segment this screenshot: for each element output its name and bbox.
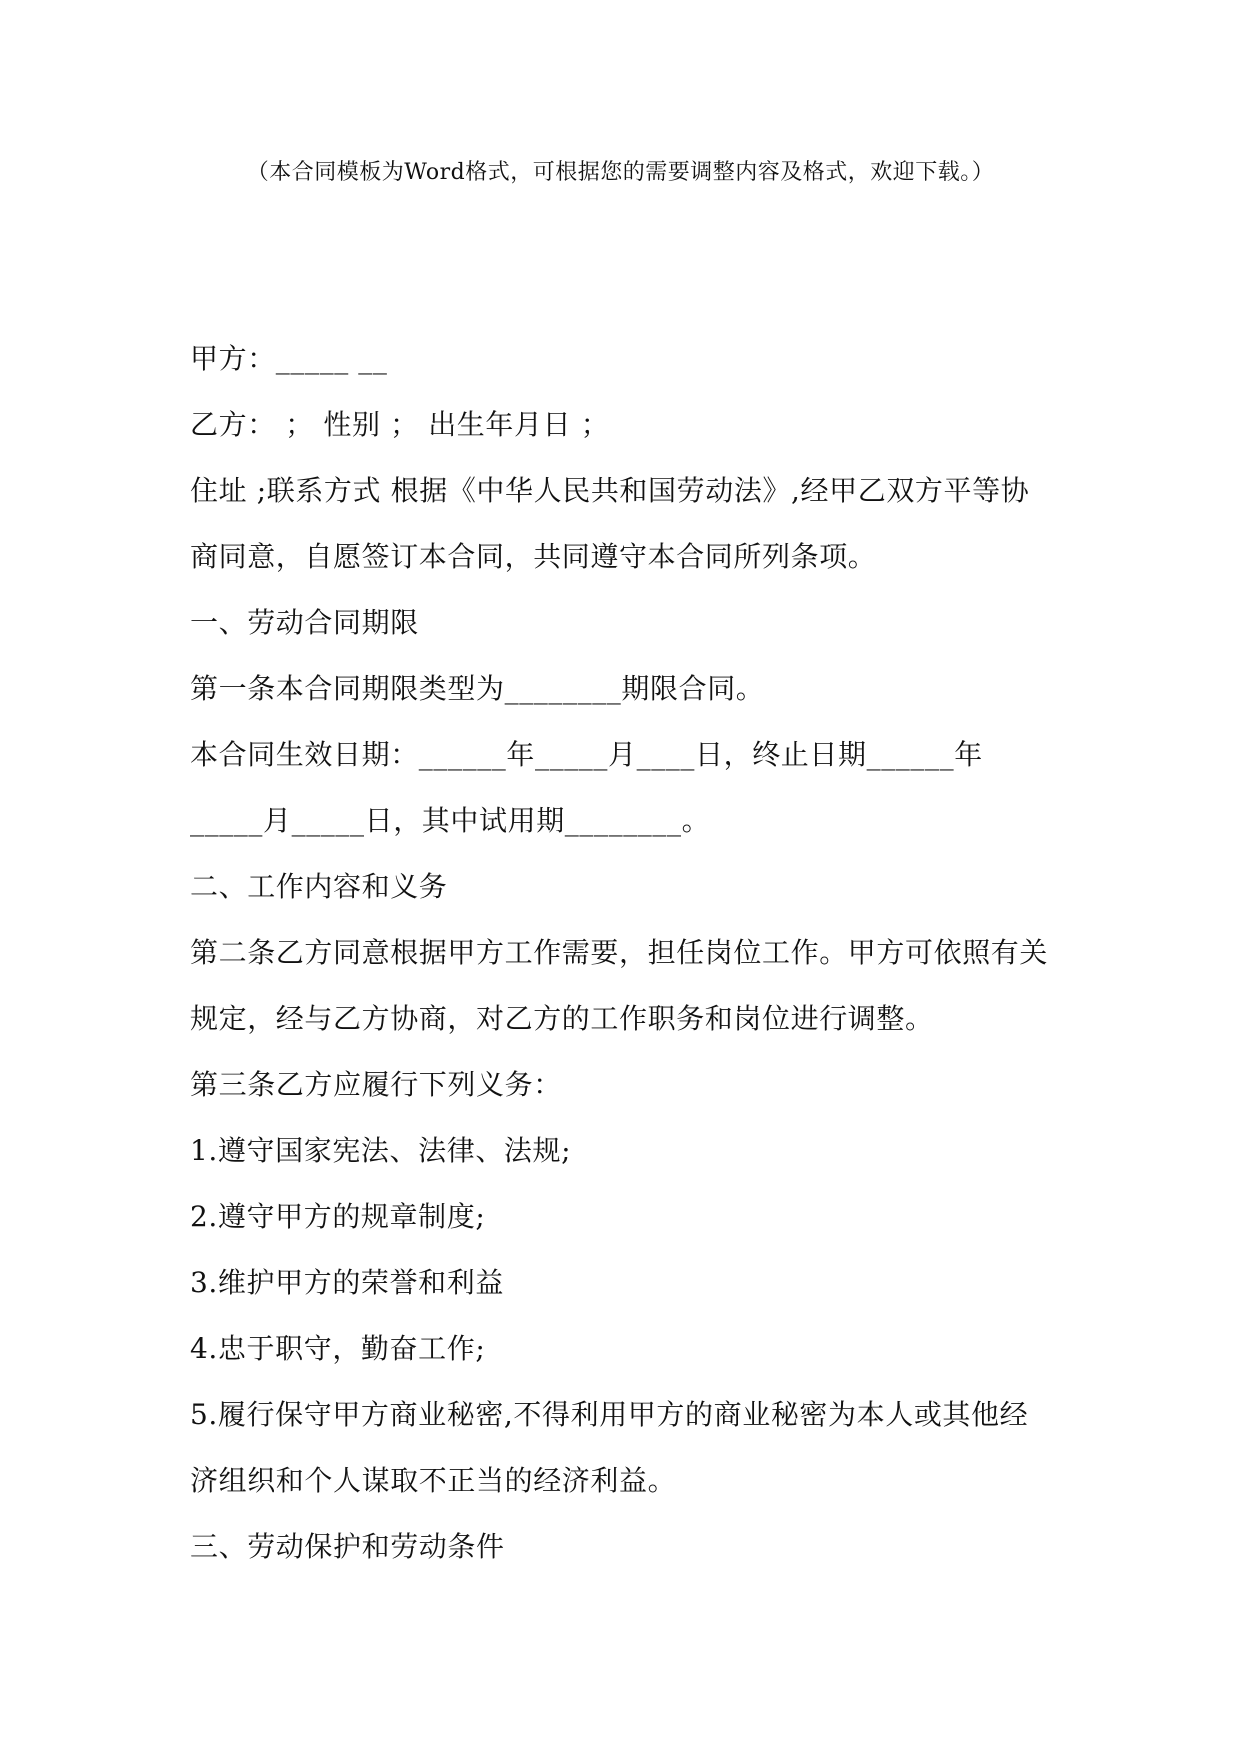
list-item: 5.履行保守甲方商业秘密,不得利用甲方的商业秘密为本人或其他经	[190, 1398, 1029, 1431]
paragraph-line: 住址 ;联系方式 根据《中华人民共和国劳动法》,经甲乙双方平等协	[190, 474, 1030, 507]
clause-line: 第三条乙方应履行下列义务：	[190, 1068, 562, 1101]
list-item: 济组织和个人谋取不正当的经济利益。	[190, 1464, 677, 1497]
section-heading: 二、工作内容和义务	[190, 870, 448, 903]
list-item: 3.维护甲方的荣誉和利益	[190, 1266, 504, 1299]
section-heading: 一、劳动合同期限	[190, 606, 419, 639]
clause-line: _____月_____日，其中试用期________。	[190, 804, 711, 837]
template-note: （本合同模板为Word格式，可根据您的需要调整内容及格式，欢迎下载。）	[246, 160, 995, 185]
list-item: 4.忠于职守，勤奋工作;	[190, 1332, 486, 1365]
clause-line: 第二条乙方同意根据甲方工作需要，担任岗位工作。甲方可依照有关	[190, 936, 1049, 969]
list-item: 1.遵守国家宪法、法律、法规;	[190, 1134, 572, 1167]
contract-body	[190, 336, 1060, 1590]
clause-line: 规定，经与乙方协商，对乙方的工作职务和岗位进行调整。	[190, 1002, 934, 1035]
clause-line: 第一条本合同期限类型为________期限合同。	[190, 672, 765, 705]
clause-line: 本合同生效日期：______年_____月____日，终止日期______年	[190, 738, 983, 771]
party-b-line: 乙方： ； 性别 ； 出生年月日 ；	[190, 408, 610, 441]
section-heading: 三、劳动保护和劳动条件	[190, 1530, 505, 1563]
list-item: 2.遵守甲方的规章制度;	[190, 1200, 486, 1233]
paragraph-line: 商同意，自愿签订本合同，共同遵守本合同所列条项。	[190, 540, 877, 573]
party-a-line: 甲方：_____ __	[190, 342, 388, 375]
